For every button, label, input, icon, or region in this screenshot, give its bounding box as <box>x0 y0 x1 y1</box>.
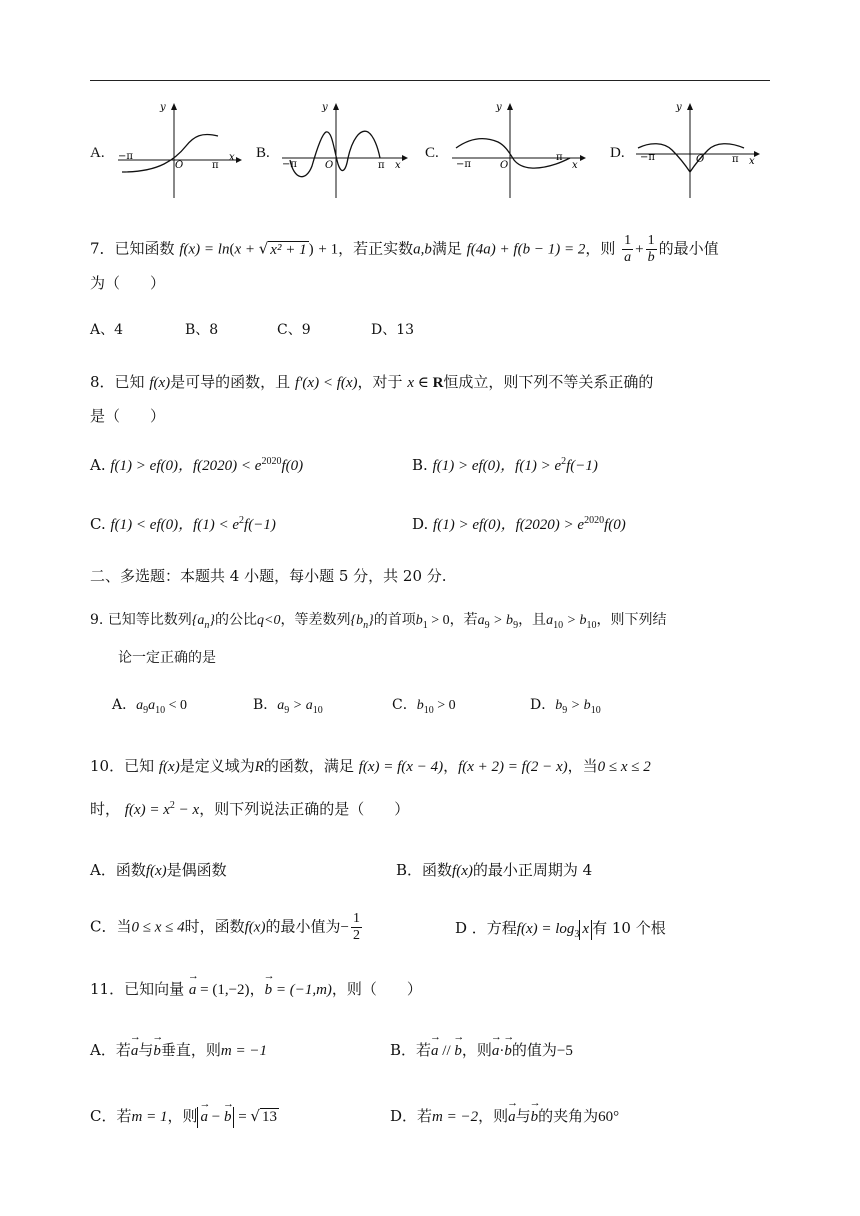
q9-option-b: B．$a_9 > a_{10}$ <box>253 697 323 716</box>
graph-c-origin: O <box>500 160 509 171</box>
header-rule <box>90 80 770 81</box>
q8-stem-line2: 是（ ） <box>90 407 166 425</box>
q7-option-d: D、13 <box>371 322 415 338</box>
graph-d-y: y <box>676 102 682 113</box>
graph-b-y: y <box>322 102 328 113</box>
q11-c-abs: → a − → b <box>197 1107 234 1128</box>
q10-stem-line2: 时， $f(x) = x^2 - x$，则下列说法正确的是（ ） <box>90 800 410 818</box>
q8-option-a: A. f(1) > ef(0)，$f(2020) < e^{2020}f(0)$ <box>90 456 304 474</box>
graph-c-y: y <box>496 102 502 113</box>
q10-option-d: D ．方程$f(x) = \log_3 x$ 有 10 个根 <box>455 919 666 940</box>
graph-a-x: x <box>229 152 235 163</box>
graph-d-x: x <box>749 156 755 167</box>
q7-option-a: A、4 <box>90 322 124 338</box>
graph-d-origin: O <box>696 154 705 165</box>
graph-c-pos-pi: π <box>556 152 563 163</box>
graph-d-neg-pi: −π <box>640 152 655 163</box>
graph-a <box>112 100 242 200</box>
q7-option-c: C、9 <box>277 322 311 338</box>
graph-b-x: x <box>395 160 401 171</box>
q11-option-b: B．若→ a // → b，则→ a·→ b的值为−5 <box>390 1041 573 1060</box>
graph-a-pos-pi: π <box>212 160 219 171</box>
q11-option-a: A．若→ a与→ b垂直，则m = −1 <box>90 1041 267 1060</box>
graph-c-x: x <box>572 160 578 171</box>
q10-option-b: B．函数f(x)的最小正周期为 4 <box>396 861 593 879</box>
graph-a-neg-pi: −π <box>118 151 133 162</box>
q9-option-d: D．$b_9 > b_{10}$ <box>530 697 601 716</box>
q8-option-d: D. f(1) > ef(0)，$f(2020) > e^{2020}f(0)$ <box>412 515 626 533</box>
graph-a-label: A. <box>90 145 105 161</box>
q9-stem: 9. 已知等比数列$\{a_n\}$的公比q<0，等差数列$\{b_n\}$的首项$b_1 > 0$，若$a_9 > b_9$，且$a_{10} > b_{10}$，则下列结 <box>90 612 667 631</box>
graph-b-neg-pi: −π <box>282 159 297 170</box>
graph-b <box>278 100 408 200</box>
q7-frac-a: $\frac{1}{a}$ <box>624 233 632 265</box>
q11-option-d: D．若m = −2，则→ a与→ b的夹角为60° <box>390 1107 619 1126</box>
q10-stem: 10．已知 f(x)是定义域为R的函数，满足 f(x) = f(x − 4)，f(x + 2) = f(2 − x)，当0 ≤ x ≤ 2 <box>90 757 651 775</box>
q8-option-c: C. f(1) < ef(0)，$f(1) < e^2f(-1)$ <box>90 515 276 533</box>
q9-option-a: A．$a_9a_{10} < 0$ <box>112 697 188 716</box>
q10-option-a: A．函数f(x)是偶函数 <box>90 861 227 879</box>
q7-stem: 7．已知函数 f(x) = ln(x + √ x² + 1 ) + 1，若正实数a,b满足 f(4a) + f(b − 1) = 2，则 $\frac{1}{a}$ + $\frac{1}{b}$ 的最小值 <box>90 233 719 265</box>
graph-c <box>448 100 588 200</box>
section-2-heading: 二、多选题：本题共 4 小题，每小题 5 分，共 20 分. <box>90 567 447 585</box>
graph-c-label: C. <box>425 145 439 161</box>
graph-a-origin: O <box>175 160 184 171</box>
q10-frac-half: $\frac{1}{2}$ <box>352 911 360 943</box>
q11-stem: 11．已知向量 → a = (1,−2)，→ b = (−1,m)，则（ ） <box>90 980 422 999</box>
graph-a-y: y <box>160 102 166 113</box>
graph-d-pos-pi: π <box>732 154 739 165</box>
q7-option-b: B、8 <box>185 322 219 338</box>
graph-d <box>632 100 762 200</box>
graph-d-label: D. <box>610 145 625 161</box>
q8-option-b: B. f(1) > ef(0)，$f(1) > e^2f(-1)$ <box>412 456 598 474</box>
q10-option-c: C．当0 ≤ x ≤ 4时，函数f(x)的最小值为− $\frac{1}{2}$ <box>90 911 360 943</box>
graph-b-pos-pi: π <box>378 160 385 171</box>
graph-c-neg-pi: −π <box>456 159 471 170</box>
q8-stem: 8．已知 f(x)是可导的函数，且 f′(x) < f(x)，对于 x ∈ R恒成立，则下列不等关系正确的 <box>90 373 654 391</box>
graph-b-label: B. <box>256 145 270 161</box>
q11-option-c: C．若m = 1，则→ a − → b = √ 13 <box>90 1107 279 1128</box>
graph-b-origin: O <box>325 160 334 171</box>
q7-frac-b: $\frac{1}{b}$ <box>647 233 655 265</box>
q7-stem-line2: 为（ ） <box>90 274 166 292</box>
q9-option-c: C．$b_{10} > 0$ <box>392 697 456 716</box>
q9-stem-line2: 论一定正确的是 <box>118 650 216 666</box>
